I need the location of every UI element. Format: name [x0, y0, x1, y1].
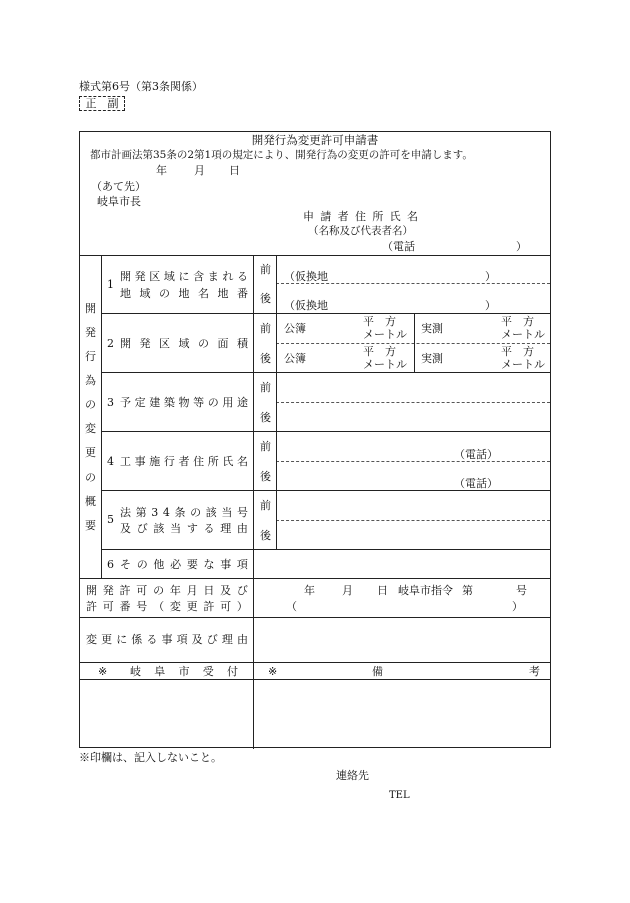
label-char: 予 — [120, 396, 131, 409]
label-char: 名 — [198, 287, 209, 300]
permit-go: 号 — [516, 584, 527, 597]
label-char: な — [203, 558, 215, 571]
item2-before-survey: 実測 — [421, 322, 443, 335]
item4-after: 後 — [260, 470, 271, 483]
label-char: 条 — [174, 506, 186, 519]
label-char: 阜 — [154, 665, 166, 678]
label-char: に — [116, 633, 128, 646]
divider-permit — [80, 617, 550, 618]
label-char: 申 — [303, 210, 314, 223]
label-char: 工 — [120, 455, 131, 468]
label-char: 及 — [191, 633, 203, 646]
phone-close: ） — [516, 240, 527, 253]
section-label — [80, 302, 101, 532]
label-char: 建 — [149, 396, 161, 409]
label-char: 為 — [85, 374, 96, 388]
label-char: 発 — [139, 337, 151, 350]
item1-before-value-open: （仮換地 — [284, 270, 328, 283]
label-char: 要 — [186, 558, 198, 571]
reception-mark: ※ — [98, 665, 108, 678]
label-char: 者 — [178, 455, 190, 468]
reason-label — [86, 633, 248, 646]
label-char: 番 — [237, 287, 248, 300]
item3-before: 前 — [260, 381, 271, 394]
divider-col-section — [101, 255, 102, 578]
label-char: 年 — [169, 584, 181, 597]
copy-mark-box — [79, 96, 125, 111]
label-char: ） — [236, 600, 248, 613]
label-char: び — [236, 584, 248, 597]
divider-office-header — [80, 679, 550, 680]
label-char: 更 — [85, 446, 96, 460]
label-char: 発 — [102, 584, 114, 597]
label-char: 他 — [153, 558, 165, 571]
label-char: 域 — [163, 270, 175, 283]
label-char: 月 — [186, 584, 198, 597]
label-char: 由 — [236, 633, 248, 646]
item4-before: 前 — [260, 440, 271, 453]
label-char: 許 — [203, 600, 215, 613]
label-char: 開 — [120, 337, 131, 350]
item2-after-survey: 実測 — [421, 352, 443, 365]
addressee: 岐阜市長 — [97, 195, 141, 208]
divider-item5 — [101, 549, 550, 550]
label-char: 更 — [101, 633, 113, 646]
item3-number: 3 — [107, 396, 114, 409]
reception-label — [130, 665, 238, 678]
applicant-label — [303, 210, 418, 223]
label-char: す — [186, 522, 198, 535]
label-char: 変 — [85, 422, 96, 436]
label-char: の — [207, 396, 219, 409]
item2-after-registry: 公簿 — [284, 352, 306, 365]
permit-paren-close: ） — [512, 600, 523, 613]
remarks-label-right: 考 — [529, 665, 540, 678]
copy-mark-original: 正 — [85, 96, 97, 110]
item4-after-phone: （電話） — [454, 477, 498, 490]
permit-label-line2 — [86, 600, 248, 613]
label-char: の — [198, 337, 209, 350]
label-char: の — [153, 584, 165, 597]
label-char: の — [85, 470, 96, 484]
divider-col-prepost — [276, 255, 277, 549]
label-char: 区 — [159, 337, 170, 350]
divider-item3 — [101, 431, 550, 432]
label-char: に — [178, 270, 190, 283]
divider-header — [80, 255, 550, 256]
label-char: 事 — [134, 455, 146, 468]
item2-after: 後 — [260, 352, 271, 365]
divider-col-area — [414, 313, 415, 372]
item5-label-line1 — [120, 506, 248, 519]
item2-before-registry-unit-top: 平 方 — [363, 315, 396, 328]
application-statement: 都市計画法第35条の2第1項の規定により、開発行為の変更の許可を申請します。 — [90, 149, 473, 161]
form-number: 様式第6号（第3条関係） — [79, 80, 203, 93]
label-char: 築 — [163, 396, 175, 409]
label-char: 積 — [237, 337, 248, 350]
label-char: 許 — [86, 600, 97, 613]
divider-col-label — [253, 255, 254, 749]
label-char: 可 — [220, 600, 232, 613]
tel-label: TEL — [389, 790, 410, 801]
item4-label — [120, 455, 248, 468]
item2-label — [120, 337, 248, 350]
item1-after-value-close: ） — [485, 299, 496, 312]
label-char: 理 — [220, 522, 232, 535]
item4-number: 4 — [107, 455, 114, 468]
label-char: 事 — [220, 558, 232, 571]
label-char: 氏 — [389, 210, 401, 223]
label-char: 区 — [149, 270, 161, 283]
divider-item3-mid — [276, 402, 550, 403]
label-char: 所 — [207, 455, 219, 468]
applicant-note: （名称及び代表者名） — [308, 225, 413, 237]
divider-section — [80, 578, 550, 579]
label-char: 発 — [134, 270, 146, 283]
label-char: 名 — [406, 210, 418, 223]
label-char: 項 — [176, 633, 188, 646]
label-char: 更 — [186, 600, 198, 613]
date-month: 月 — [194, 164, 205, 177]
divider-item2 — [101, 372, 550, 373]
label-char: 法 — [120, 506, 131, 519]
label-char: 名 — [237, 455, 248, 468]
label-char: 番 — [119, 600, 131, 613]
item3-after: 後 — [260, 411, 271, 424]
label-char: 理 — [221, 633, 233, 646]
divider-item2-mid — [276, 343, 550, 344]
item2-before: 前 — [260, 322, 271, 335]
label-char: 発 — [85, 326, 96, 340]
form-title: 開発行為変更許可申請書 — [251, 133, 379, 147]
copy-mark-duplicate: 副 — [107, 96, 119, 110]
permit-year: 年 — [304, 584, 315, 597]
label-char: 行 — [163, 455, 175, 468]
item1-label-line1 — [120, 270, 248, 283]
label-char: 住 — [193, 455, 205, 468]
divider-item5-mid — [276, 520, 550, 521]
label-char: 係 — [131, 633, 143, 646]
label-char: 3 — [151, 506, 159, 519]
item2-before-survey-unit-bottom: メートル — [501, 328, 545, 341]
label-char: 開 — [85, 302, 96, 315]
item1-number: 1 — [107, 278, 114, 291]
label-char: 由 — [236, 522, 248, 535]
date-year: 年 — [156, 164, 167, 177]
label-char: 事 — [161, 633, 173, 646]
footer-note: ※印欄は、記入しないこと。 — [79, 751, 222, 764]
label-char: 氏 — [222, 455, 234, 468]
permit-paren-open: （ — [286, 600, 297, 613]
label-char: 可 — [102, 600, 114, 613]
label-char: そ — [120, 558, 131, 571]
item6-label — [120, 558, 248, 571]
label-char: 当 — [221, 506, 233, 519]
label-char: る — [237, 270, 248, 283]
divider-item1 — [101, 313, 550, 314]
item2-before-registry-unit-bottom: メートル — [363, 328, 407, 341]
label-char: 市 — [178, 665, 190, 678]
label-char: 含 — [193, 270, 205, 283]
label-char: 開 — [86, 584, 97, 597]
label-char: れ — [222, 270, 234, 283]
label-char: 住 — [354, 210, 366, 223]
label-char: る — [203, 522, 215, 535]
label-char: 等 — [193, 396, 205, 409]
item4-before-phone: （電話） — [454, 448, 498, 461]
item2-before-registry: 公簿 — [284, 322, 306, 335]
label-char: 該 — [205, 506, 217, 519]
label-char: 開 — [120, 270, 131, 283]
label-char: 項 — [236, 558, 248, 571]
contact-label: 連絡先 — [336, 769, 369, 782]
label-char: 第 — [135, 506, 147, 519]
label-char: 請 — [320, 210, 332, 223]
item3-label — [120, 396, 248, 409]
permit-month: 月 — [342, 584, 353, 597]
label-char: 施 — [149, 455, 161, 468]
item2-after-registry-unit-top: 平 方 — [363, 345, 396, 358]
item1-before-value-close: ） — [485, 270, 496, 283]
divider-item4-mid — [276, 461, 550, 462]
label-char: の — [85, 398, 96, 412]
label-char: 可 — [136, 584, 148, 597]
label-char: 行 — [85, 350, 96, 364]
item6-number: 6 — [107, 558, 114, 571]
label-char: び — [206, 633, 218, 646]
label-char: 域 — [178, 337, 190, 350]
label-char: 概 — [85, 494, 96, 508]
item1-after: 後 — [260, 292, 271, 305]
label-char: 付 — [227, 665, 238, 678]
label-char: の — [136, 558, 148, 571]
label-char: 日 — [203, 584, 215, 597]
permit-label-line1 — [86, 584, 248, 597]
item5-number: 5 — [107, 513, 114, 526]
label-char: 用 — [222, 396, 234, 409]
label-char: 域 — [139, 287, 151, 300]
remarks-label-left: 備 — [372, 665, 383, 678]
remarks-mark: ※ — [268, 665, 278, 678]
item5-before: 前 — [260, 499, 271, 512]
label-char: 許 — [119, 584, 131, 597]
label-char: 面 — [217, 337, 229, 350]
item1-before: 前 — [260, 263, 271, 276]
label-char: 当 — [170, 522, 182, 535]
item5-label-line2 — [120, 522, 248, 535]
item1-after-value-open: （仮換地 — [284, 299, 328, 312]
label-char: 該 — [153, 522, 165, 535]
phone-open: （電話 — [382, 240, 415, 253]
label-char: 及 — [120, 522, 131, 535]
label-char: 必 — [170, 558, 182, 571]
label-char: 号 — [136, 600, 148, 613]
label-char: ま — [207, 270, 219, 283]
label-char: の — [159, 287, 170, 300]
divider-reason — [80, 662, 550, 663]
label-char: 号 — [237, 506, 248, 519]
label-char: 変 — [86, 633, 97, 646]
application-form — [79, 131, 551, 748]
permit-designation: 岐阜市指令 — [398, 584, 453, 597]
label-char: 岐 — [130, 665, 141, 678]
label-char: 地 — [217, 287, 229, 300]
item2-after-registry-unit-bottom: メートル — [363, 358, 407, 371]
item2-after-survey-unit-bottom: メートル — [501, 358, 545, 371]
label-char: 途 — [237, 396, 248, 409]
item2-before-survey-unit-top: 平 方 — [501, 315, 534, 328]
label-char: 定 — [134, 396, 146, 409]
label-char: （ — [153, 600, 165, 613]
item2-after-survey-unit-top: 平 方 — [501, 345, 534, 358]
item2-number: 2 — [107, 337, 114, 350]
permit-day: 日 — [377, 584, 388, 597]
label-char: 物 — [178, 396, 190, 409]
label-char: 変 — [169, 600, 181, 613]
label-char: 4 — [162, 506, 170, 519]
label-char: 地 — [178, 287, 190, 300]
label-char: 者 — [337, 210, 349, 223]
label-char: 受 — [202, 665, 214, 678]
item1-label-line2 — [120, 287, 248, 300]
label-char: 地 — [120, 287, 131, 300]
label-char: び — [136, 522, 148, 535]
addressee-label: （あて先） — [91, 180, 146, 193]
item5-after: 後 — [260, 529, 271, 542]
label-char: 所 — [372, 210, 384, 223]
label-char: 要 — [85, 518, 96, 532]
label-char: の — [190, 506, 202, 519]
label-char: 及 — [220, 584, 232, 597]
permit-dai: 第 — [462, 584, 473, 597]
date-day: 日 — [229, 164, 240, 177]
label-char: る — [146, 633, 158, 646]
